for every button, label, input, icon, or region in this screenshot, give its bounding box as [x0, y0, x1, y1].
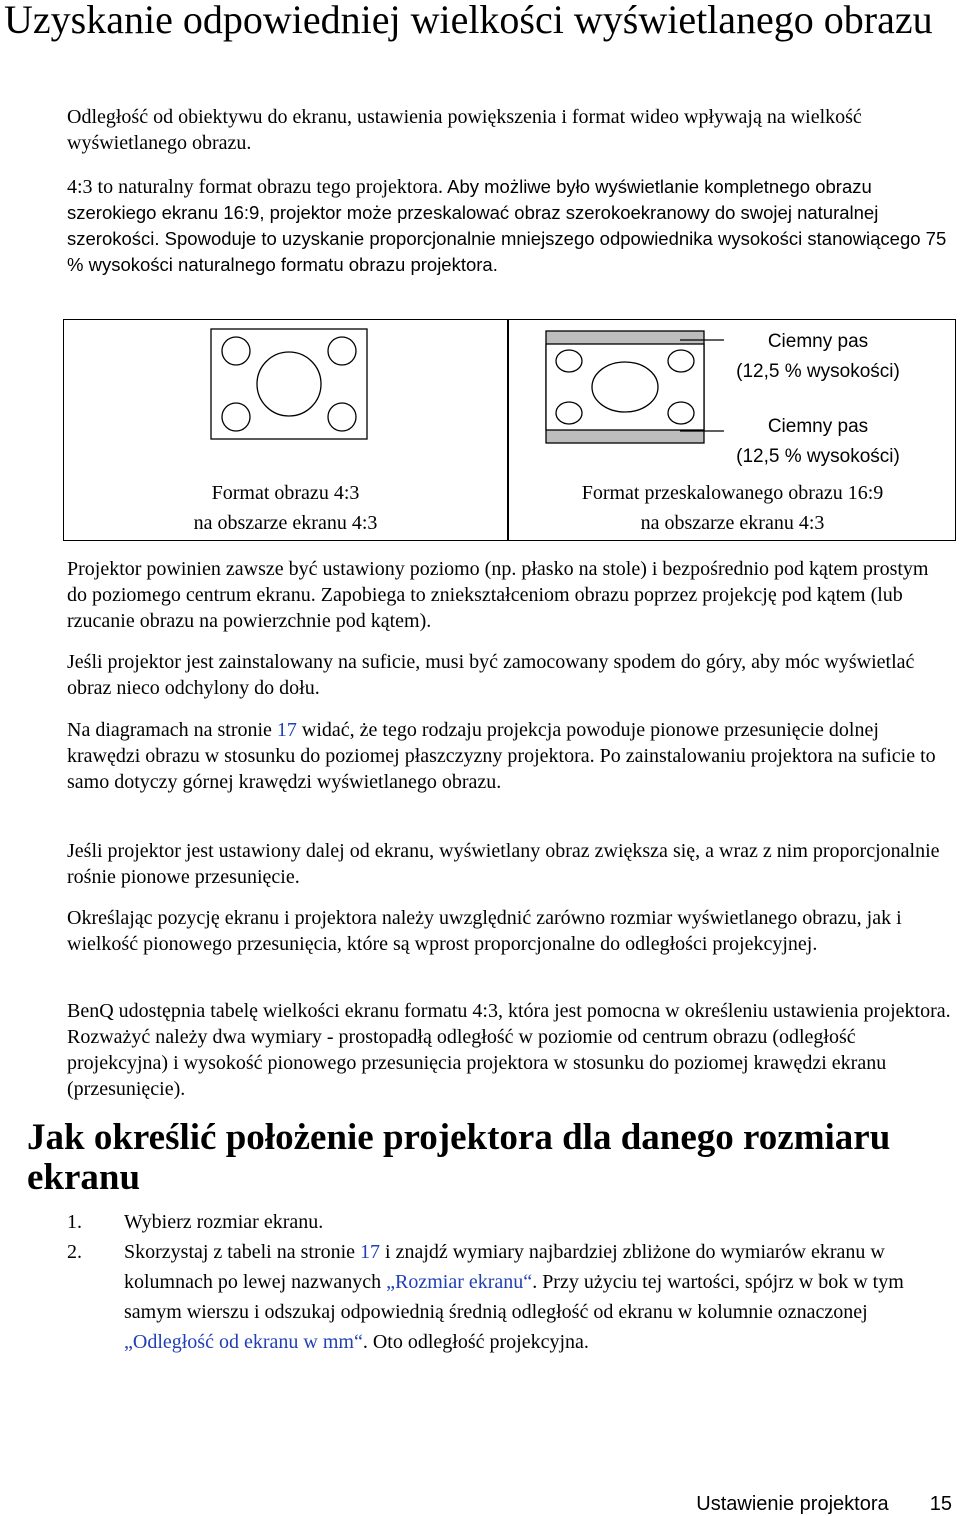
positioning-paragraph: Określając pozycję ekranu i projektora należy uwzględnić zarówno rozmiar wyświetlanego obrazu, jak i wielkość pionowego przesunięcia, które są wprost proporcjonalne do odległości projekcyjnej.	[67, 907, 902, 955]
footer-page-number: 15	[929, 1493, 952, 1515]
dark-band-top-line2: (12,5 % wysokości)	[736, 361, 900, 382]
leveling-paragraph: Projektor powinien zawsze być ustawiony poziomo (np. płasko na stole) i bezpośrednio pod kątem prostym do poziomego centrum ekranu. Zapobiega to zniekształceniom obrazu poprzez projekcję pod kątem (lub rzucanie obrazu na powierzchnie pod kątem).	[67, 558, 929, 632]
page-17-link[interactable]: 17	[276, 719, 297, 741]
step-2-text-c: . Przy użyciu tej wartości, spójrz w bok w tym samym wierszu i odszukaj odpowiednią średnią odległość od ekranu w kolumnie oznaczonej	[124, 1271, 904, 1323]
step-2-text-b: i znajdź wymiary najbardziej zbliżone do wymiarów ekranu w kolumnach po lewej nazwanych	[124, 1241, 885, 1293]
page-footer	[696, 1492, 952, 1516]
step-2	[67, 1237, 952, 1387]
benq-table-paragraph: BenQ udostępnia tabelę wielkości ekranu formatu 4:3, która jest pomocna w określeniu ustawienia projektora. Rozważyć należy dwa wymiary - prostopadłą odległość w poziomie od centrum obrazu (odległość projekcyjna) i wysokość pionowego przesunięcia projektora w stosunku do poziomej krawędzi ekranu (przesunięcie).	[67, 1000, 951, 1100]
distance-paragraph: Jeśli projektor jest ustawiony dalej od ekranu, wyświetlany obraz zwiększa się, a wraz z nim proporcjonalnie rośnie pionowe przesunięcie.	[67, 840, 940, 888]
dark-band-top-label	[718, 327, 918, 387]
offset-text-a: Na diagramach na stronie	[67, 719, 277, 741]
step-1	[67, 1207, 952, 1237]
diagram-4-3-image	[210, 328, 368, 440]
screen-size-link[interactable]: „Rozmiar ekranu“	[386, 1271, 533, 1293]
caption-4-3	[64, 478, 507, 538]
caption-16-9-line2: na obszarze ekranu 4:3	[640, 512, 825, 534]
intro-paragraph: Odległość od obiektywu do ekranu, ustawienia powiększenia i format wideo wpływają na wielkość wyświetlanego obrazu.	[67, 106, 862, 154]
aspect-sentence-sans: Aby możliwe było wyświetlanie kompletnego obrazu szerokiego ekranu 16:9, projektor może przeskalować obraz szerokoekranowy do swojej naturalnej szerokości. Spowoduje to uzyskanie proporcjonalnie mniejszego odpowiednika wysokości stanowiącego 75 % wysokości naturalnego formatu obrazu projektora.	[67, 176, 947, 275]
step-2-text-d: . Oto odległość projekcyjna.	[362, 1331, 589, 1353]
dark-band-bottom-line1: Ciemny pas	[767, 416, 869, 437]
step-1-number: 1.	[67, 1211, 82, 1233]
page-title: Uzyskanie odpowiedniej wielkości wyświetlanego obrazu	[4, 0, 933, 42]
dark-band-bottom-line2: (12,5 % wysokości)	[736, 446, 900, 467]
step-1-text: Wybierz rozmiar ekranu.	[124, 1211, 324, 1233]
figure-divider	[507, 319, 509, 541]
caption-4-3-line1: Format obrazu 4:3	[211, 482, 360, 504]
page-17-link-step[interactable]: 17	[360, 1241, 381, 1263]
footer-section: Ustawienie projektora	[696, 1493, 889, 1515]
dark-band-top-line1: Ciemny pas	[767, 331, 869, 352]
caption-4-3-line2: na obszarze ekranu 4:3	[193, 512, 378, 534]
offset-paragraph	[67, 717, 952, 795]
ceiling-paragraph: Jeśli projektor jest zainstalowany na suficie, musi być zamocowany spodem do góry, aby móc wyświetlać obraz nieco odchylony do dołu.	[67, 651, 915, 699]
caption-16-9-line1: Format przeskalowanego obrazu 16:9	[581, 482, 884, 504]
caption-16-9	[510, 478, 955, 538]
step-2-text-a: Skorzystaj z tabeli na stronie	[124, 1241, 361, 1263]
step-2-number: 2.	[67, 1241, 82, 1263]
step-2-text	[124, 1237, 954, 1357]
dark-band-bottom-label	[718, 412, 918, 472]
offset-text-b: widać, że tego rodzaju projekcja powoduje pionowe przesunięcie dolnej krawędzi obrazu w stosunku do poziomej płaszczyzny projektora. Po zainstalowaniu projektora na suficie to samo dotyczy górnej krawędzi wyświetlanego obrazu.	[67, 719, 936, 793]
screen-distance-link[interactable]: „Odległość od ekranu w mm“	[124, 1331, 363, 1353]
aspect-sentence-serif: 4:3 to naturalny format obrazu tego projektora.	[67, 176, 443, 198]
aspect-paragraph	[67, 174, 952, 278]
section-title: Jak określić położenie projektora dla danego rozmiaru ekranu	[27, 1117, 891, 1198]
